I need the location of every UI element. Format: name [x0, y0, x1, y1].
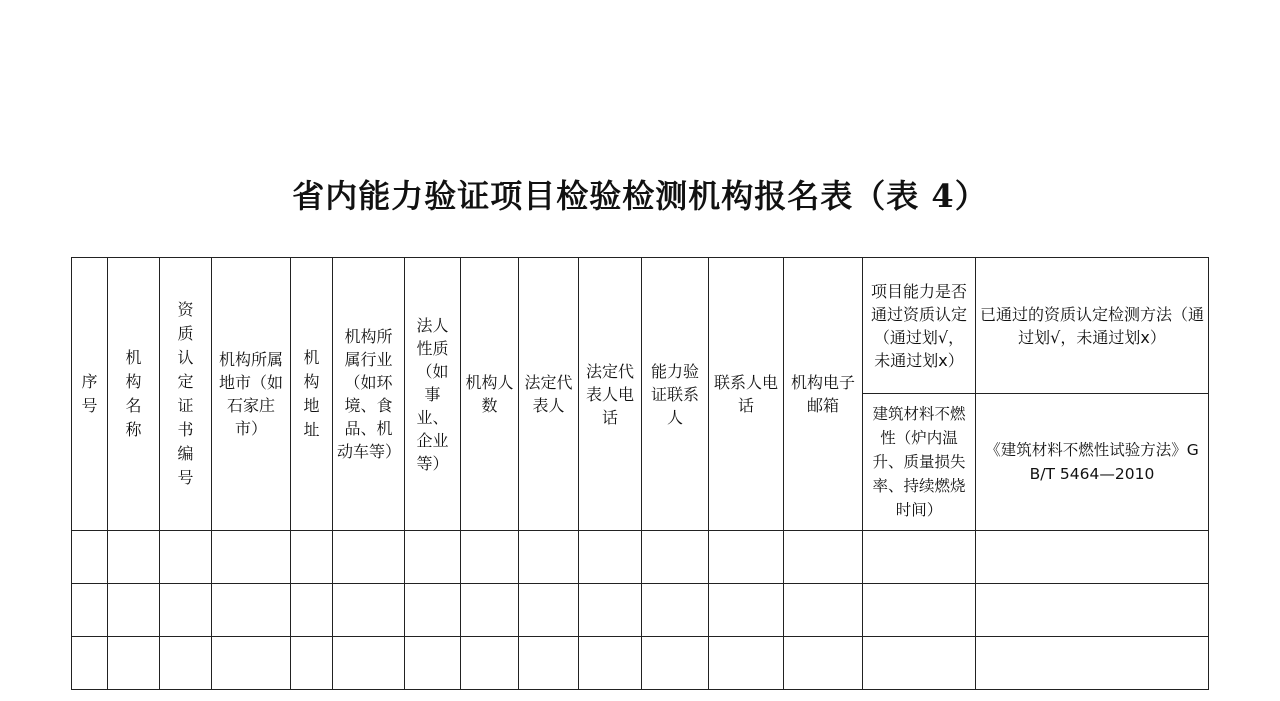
header-cert-no: 资质认定证书编号	[160, 258, 212, 531]
table-cell[interactable]	[519, 531, 579, 584]
header-address: 机构地址	[291, 258, 333, 531]
table-cell[interactable]	[642, 637, 709, 690]
table-cell[interactable]	[461, 584, 519, 637]
table-cell[interactable]	[784, 531, 863, 584]
table-row	[72, 531, 1209, 584]
table-cell[interactable]	[212, 584, 291, 637]
table-cell[interactable]	[709, 531, 784, 584]
table-cell[interactable]	[333, 584, 405, 637]
table-cell[interactable]	[863, 637, 976, 690]
table-cell[interactable]	[519, 584, 579, 637]
table-cell[interactable]	[333, 531, 405, 584]
table-cell[interactable]	[160, 637, 212, 690]
table-cell[interactable]	[461, 531, 519, 584]
table-cell[interactable]	[784, 584, 863, 637]
table-row	[72, 637, 1209, 690]
header-passed-question: 项目能力是否通过资质认定（通过划√，未通过划x）	[863, 258, 976, 394]
table-cell[interactable]	[461, 637, 519, 690]
table-cell[interactable]	[863, 584, 976, 637]
header-staff-count: 机构人数	[461, 258, 519, 531]
header-legal-nature: 法人性质（如事业、企业等）	[405, 258, 461, 531]
table-cell[interactable]	[291, 637, 333, 690]
table-cell[interactable]	[976, 531, 1209, 584]
table-cell[interactable]	[160, 531, 212, 584]
cell-method-name: 《建筑材料不燃性试验方法》GB/T 5464—2010	[976, 394, 1209, 531]
table-cell[interactable]	[108, 584, 160, 637]
header-org-name: 机构名称	[108, 258, 160, 531]
table-cell[interactable]	[72, 584, 108, 637]
table-cell[interactable]	[405, 584, 461, 637]
header-legal-rep-phone: 法定代表人电话	[579, 258, 642, 531]
header-contact-phone: 联系人电话	[709, 258, 784, 531]
table-cell[interactable]	[863, 531, 976, 584]
page-title: 省内能力验证项目检验检测机构报名表（表 4）	[292, 177, 988, 215]
header-city: 机构所属地市（如石家庄市）	[212, 258, 291, 531]
table-cell[interactable]	[160, 584, 212, 637]
header-industry: 机构所属行业（如环境、食品、机动车等）	[333, 258, 405, 531]
table-cell[interactable]	[784, 637, 863, 690]
table-cell[interactable]	[291, 531, 333, 584]
table-cell[interactable]	[405, 637, 461, 690]
table-cell[interactable]	[72, 531, 108, 584]
header-legal-rep: 法定代表人	[519, 258, 579, 531]
table-cell[interactable]	[709, 584, 784, 637]
table-cell[interactable]	[642, 531, 709, 584]
table-cell[interactable]	[579, 584, 642, 637]
header-seq: 序号	[72, 258, 108, 531]
table-cell[interactable]	[333, 637, 405, 690]
table-row	[72, 584, 1209, 637]
table-cell[interactable]	[72, 637, 108, 690]
header-pt-contact: 能力验证联系人	[642, 258, 709, 531]
table-cell[interactable]	[212, 531, 291, 584]
table-cell[interactable]	[405, 531, 461, 584]
table-cell[interactable]	[976, 584, 1209, 637]
table-cell[interactable]	[519, 637, 579, 690]
cell-project-name: 建筑材料不燃性（炉内温升、质量损失率、持续燃烧时间）	[863, 394, 976, 531]
table-cell[interactable]	[212, 637, 291, 690]
header-passed-methods: 已通过的资质认定检测方法（通过划√，未通过划x）	[976, 258, 1209, 394]
registration-table	[71, 257, 1209, 690]
table-cell[interactable]	[108, 637, 160, 690]
table-cell[interactable]	[642, 584, 709, 637]
table-cell[interactable]	[709, 637, 784, 690]
table-cell[interactable]	[579, 637, 642, 690]
table-cell[interactable]	[579, 531, 642, 584]
table-cell[interactable]	[976, 637, 1209, 690]
table-cell[interactable]	[291, 584, 333, 637]
table-cell[interactable]	[108, 531, 160, 584]
header-email: 机构电子邮箱	[784, 258, 863, 531]
